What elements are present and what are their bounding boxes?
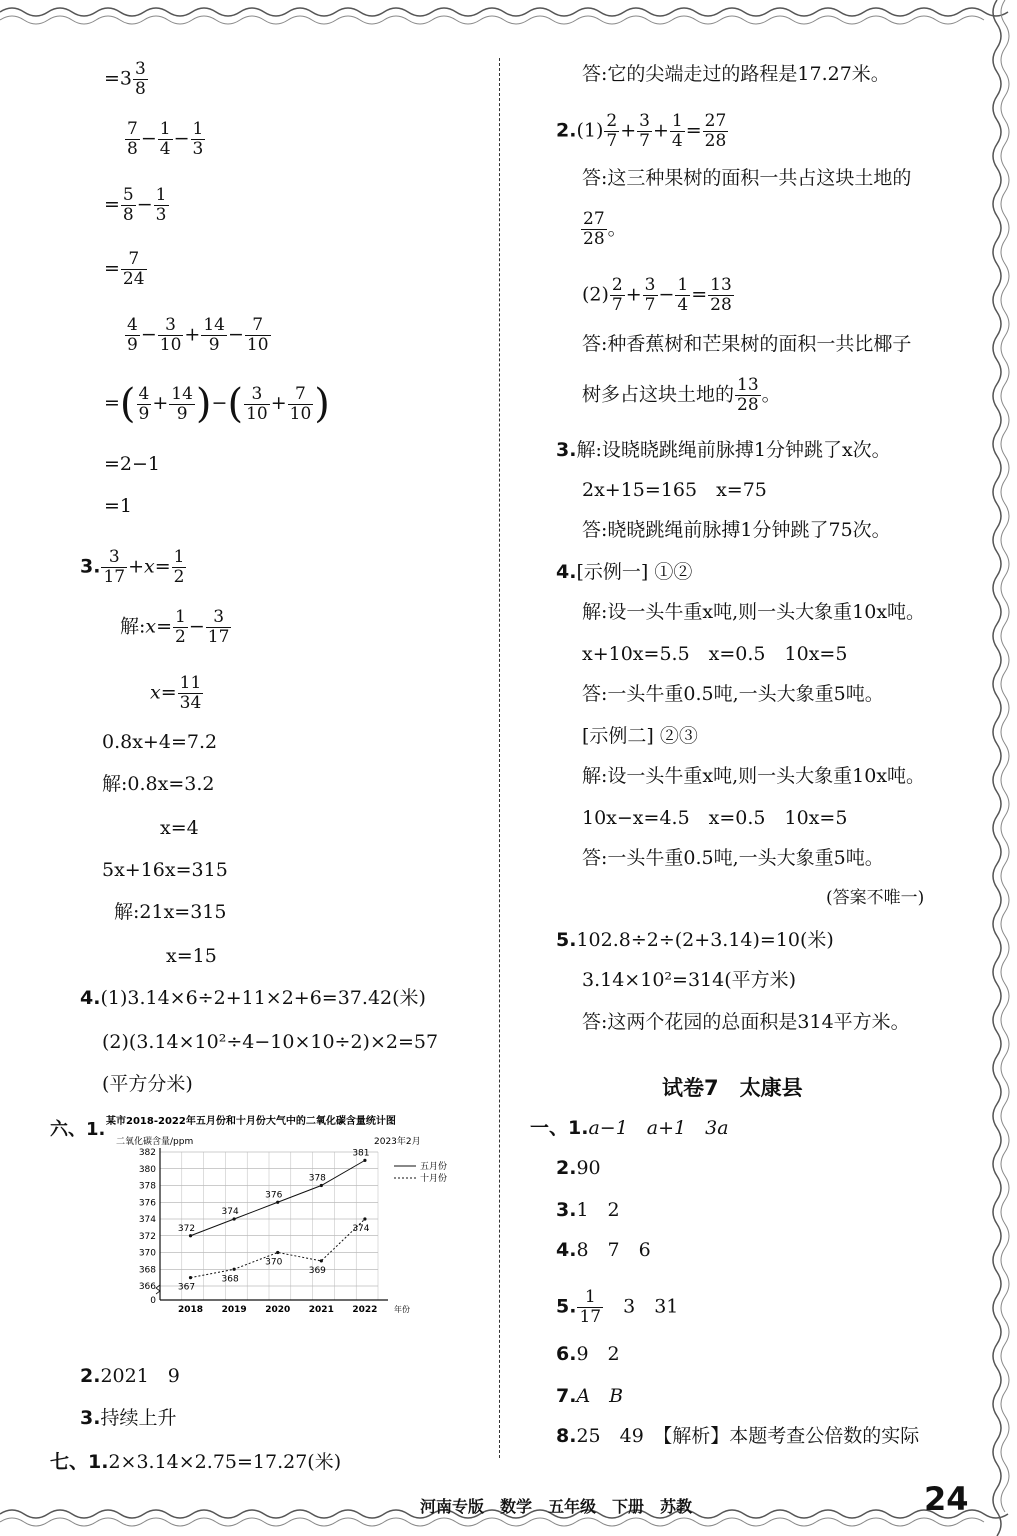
chart-x-tick-label: 2021 [308, 1305, 334, 1315]
right-line-1: 答:它的尖端走过的路程是17.27米。 [582, 63, 890, 85]
chart-x-tick-label: 2022 [352, 1305, 378, 1315]
chart-x-axis-label: 年份 [394, 1305, 410, 1314]
fraction: $\frac{3}{10}$ [246, 383, 268, 424]
equation-6: x=15 [166, 945, 217, 967]
chart-data-point [189, 1234, 192, 1237]
fraction: $\frac{1}{2}$ [173, 547, 185, 587]
fraction: $\frac{3}{17}$ [103, 547, 126, 587]
chart-data-point [363, 1159, 366, 1162]
section-6-q3: 3.持续上升 [80, 1407, 177, 1429]
chart-y-tick-label: 372 [138, 1231, 156, 1242]
equation-5: 解:21x=315 [114, 901, 227, 923]
section-6-label: 六、1. [50, 1119, 106, 1140]
question-3-result: x= $\frac{11}{34}$ [150, 673, 202, 713]
fraction: $\frac{7}{10}$ [289, 383, 312, 424]
chart-title: 某市2018-2022年五月份和十月份大气中的二氧化碳含量统计图 [106, 1116, 396, 1127]
chart-data-label: 372 [177, 1223, 196, 1234]
chart-data-point [189, 1276, 192, 1279]
chart-data-point [320, 1259, 323, 1262]
chart-series-line [191, 1219, 365, 1278]
column-divider [499, 58, 500, 1458]
chart-y-tick-label: 376 [138, 1198, 156, 1209]
chart-axis-break [156, 1285, 160, 1294]
fraction: $\frac{1}{4}$ [159, 119, 171, 159]
chart-data-label: 374 [352, 1224, 370, 1234]
section-title: 试卷7 太康县 [662, 1076, 803, 1100]
chart-data-label: 376 [265, 1190, 283, 1201]
right-line-13: x+10x=5.5 x=0.5 10x=5 [582, 643, 848, 665]
chart-x-tick-label: 2019 [221, 1305, 247, 1315]
fraction: $\frac{11}{34}$ [179, 673, 202, 713]
right-line-12: 解:设一头牛重x吨,则一头大象重10x吨。 [582, 601, 926, 623]
answer-2: 2.90 [556, 1157, 601, 1179]
chart-data-point [233, 1268, 236, 1271]
chart-legend-label: 五月份 [420, 1162, 448, 1172]
right-wavy-border [977, 0, 1017, 1536]
fraction: $\frac{4}{9}$ [127, 315, 138, 355]
left-line-2: $\frac{7}{8}$ − $\frac{1}{4}$ − $\frac{1}{3}$ [127, 119, 204, 159]
left-line-6: =( $\frac{4}{9}$ + $\frac{14}{9}$ )−( $\frac{3}{10}$ + $\frac{7}{10}$ ) [104, 381, 330, 427]
fraction: $\frac{4}{9}$ [138, 383, 150, 424]
chart-data-label: 378 [308, 1173, 326, 1184]
chart-y-tick-label: 374 [138, 1215, 156, 1225]
chart-y-tick-label: 370 [138, 1248, 156, 1259]
section-7-q1: 七、1.2×3.14×2.75=17.27(米) [50, 1451, 342, 1473]
equation-2: 解:0.8x=3.2 [102, 773, 215, 795]
chart-data-point [276, 1201, 279, 1204]
chart-legend-label: 十月份 [420, 1174, 448, 1184]
question-3: 3. $\frac{3}{17}$ +x= $\frac{1}{2}$ [80, 547, 185, 587]
chart-data-point [233, 1217, 236, 1220]
right-line-15: [示例二] ②③ [582, 725, 698, 747]
fraction: $\frac{3}{17}$ [207, 607, 230, 647]
question-4c: (平方分米) [102, 1073, 193, 1095]
right-line-6: 答:种香蕉树和芒果树的面积一共比椰子 [582, 333, 912, 355]
answer-7: 7.A B [556, 1385, 624, 1407]
chart-data-label: 369 [308, 1265, 326, 1276]
chart-y-tick-label: 382 [138, 1148, 156, 1158]
fraction: $\frac{14}{9}$ [171, 383, 193, 424]
fraction: $\frac{2}{7}$ [611, 275, 623, 315]
right-line-14: 答:一头牛重0.5吨,一头大象重5吨。 [582, 683, 884, 705]
fraction: $\frac{1}{3}$ [155, 185, 167, 225]
fraction: $\frac{1}{2}$ [175, 607, 186, 647]
fraction: $\frac{27}{28}$ [583, 209, 605, 249]
footer: 河南专版 数学 五年级 下册 苏教 [420, 1497, 693, 1516]
co2-line-chart [56, 1110, 476, 1325]
chart-data-label: 370 [265, 1257, 283, 1268]
left-line-8: =1 [104, 495, 133, 517]
answer-1: 一、1.a−1 a+1 3a [530, 1117, 729, 1139]
chart-y-tick-label: 0 [150, 1296, 156, 1306]
right-line-3: 答:这三种果树的面积一共占这块土地的 [582, 167, 912, 189]
fraction: $\frac{7}{8}$ [127, 119, 138, 159]
fraction: $\frac{1}{3}$ [192, 119, 204, 159]
fraction: $\frac{3}{7}$ [639, 111, 650, 151]
chart-date-note: 2023年2月 [374, 1137, 421, 1147]
right-q5: 5.102.8÷2÷(2+3.14)=10(米) [556, 929, 834, 951]
chart-data-point [320, 1184, 323, 1187]
chart-data-label: 367 [177, 1282, 196, 1293]
right-line-21: 3.14×10²=314(平方米) [582, 969, 797, 991]
top-wavy-border [0, 4, 1017, 30]
left-line-4: = $\frac{7}{24}$ [104, 249, 145, 289]
answer-6: 6.9 2 [556, 1343, 620, 1365]
left-line-3: = $\frac{5}{8}$ − $\frac{1}{3}$ [104, 185, 167, 225]
question-3-solution: 解:x= $\frac{1}{2}$ − $\frac{3}{17}$ [120, 607, 230, 647]
chart-y-label: 二氧化碳含量/ppm [116, 1137, 194, 1147]
fraction: $\frac{13}{28}$ [710, 275, 732, 315]
chart-data-point [276, 1251, 279, 1254]
right-line-7: 树多占这块土地的 $\frac{13}{28}$ 。 [582, 375, 781, 415]
right-line-17: 10x−x=4.5 x=0.5 10x=5 [582, 807, 848, 829]
fraction: $\frac{1}{4}$ [671, 111, 683, 151]
chart-data-label: 368 [221, 1274, 239, 1285]
left-line-5: $\frac{4}{9}$ − $\frac{3}{10}$ + $\frac{14}{9}$ − $\frac{7}{10}$ [127, 315, 269, 355]
chart-y-tick-label: 380 [138, 1164, 156, 1175]
answer-3: 3.1 2 [556, 1199, 620, 1221]
right-line-18: 答:一头牛重0.5吨,一头大象重5吨。 [582, 847, 884, 869]
fraction: $\frac{2}{7}$ [606, 111, 618, 151]
fraction: $\frac{3}{10}$ [159, 315, 182, 355]
chart-y-tick-label: 366 [138, 1282, 156, 1292]
chart-y-tick-label: 378 [138, 1181, 156, 1192]
equation-4: 5x+16x=315 [102, 859, 228, 881]
question-4a: 4.(1)3.14×6÷2+11×2+6=37.42(米) [80, 987, 426, 1009]
chart-data-point [363, 1217, 366, 1220]
right-q3: 3.解:设晓晓跳绳前脉搏1分钟跳了x次。 [556, 439, 891, 461]
right-q2-2: (2) $\frac{2}{7}$ + $\frac{3}{7}$ − $\frac{1}{4}$ = $\frac{13}{28}$ [582, 275, 732, 315]
chart-y-tick-label: 368 [138, 1265, 156, 1276]
fraction: $\frac{3}{7}$ [644, 275, 656, 315]
fraction: $\frac{1}{17}$ [579, 1287, 602, 1327]
fraction: $\frac{13}{28}$ [737, 375, 759, 415]
right-line-22: 答:这两个花园的总面积是314平方米。 [582, 1011, 910, 1033]
section-6-q2: 2.2021 9 [80, 1365, 180, 1387]
answer-4: 4.8 7 6 [556, 1239, 651, 1261]
chart-x-tick-label: 2018 [177, 1305, 204, 1315]
page-number: 24 [924, 1480, 969, 1518]
left-line-7: =2−1 [104, 453, 161, 475]
fraction: $\frac{7}{10}$ [246, 315, 269, 355]
answer-5: 5. $\frac{1}{17}$ 3 31 [556, 1287, 679, 1327]
chart-data-label: 374 [221, 1207, 239, 1217]
fraction: $\frac{5}{8}$ [122, 185, 134, 225]
fraction: $\frac{3}{8}$ [135, 59, 146, 99]
right-line-9: 2x+15=165 x=75 [582, 479, 767, 501]
chart-x-tick-label: 2020 [265, 1305, 291, 1315]
right-q4: 4.[示例一] ①② [556, 561, 693, 583]
right-line-16: 解:设一头牛重x吨,则一头大象重10x吨。 [582, 765, 926, 787]
fraction: $\frac{7}{24}$ [122, 249, 145, 289]
equation-3: x=4 [160, 817, 199, 839]
fraction: $\frac{1}{4}$ [677, 275, 689, 315]
right-line-19: (答案不唯一) [826, 888, 925, 908]
chart-data-label: 381 [352, 1148, 370, 1159]
left-line-1: =3 $\frac{3}{8}$ [104, 59, 146, 99]
right-q2-1: 2.(1) $\frac{2}{7}$ + $\frac{3}{7}$ + $\frac{1}{4}$ = $\frac{27}{28}$ [556, 111, 727, 151]
fraction: $\frac{27}{28}$ [704, 111, 727, 151]
answer-8: 8.25 49 【解析】本题考查公倍数的实际 [556, 1425, 920, 1447]
equation-1: 0.8x+4=7.2 [102, 731, 218, 753]
right-line-4: $\frac{27}{28}$ 。 [583, 209, 627, 249]
fraction: $\frac{14}{9}$ [203, 315, 225, 355]
question-4b: (2)(3.14×10²÷4−10×10÷2)×2=57 [102, 1031, 439, 1053]
right-line-10: 答:晓晓跳绳前脉搏1分钟跳了75次。 [582, 519, 891, 541]
